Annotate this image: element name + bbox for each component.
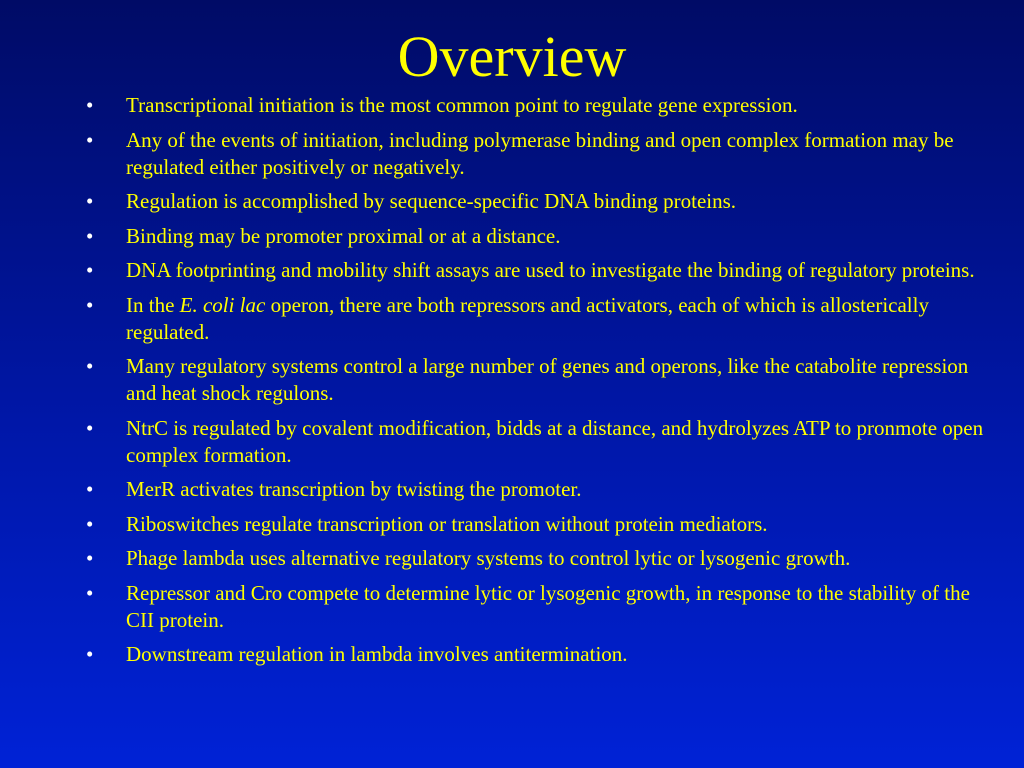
bullet-icon: • [86,127,94,152]
bullet-text-suffix: operon, there are both repressors and activators, each of which is allosterically regulated. [126,292,929,344]
bullet-text: Any of the events of initiation, including polymerase binding and open complex formation may be regulated either positively or negatively. [126,127,954,179]
bullet-item [86,92,996,119]
bullet-text: Repressor and Cro compete to determine lytic or lysogenic growth, in response to the stability of the CII protein. [126,580,970,632]
slide-title: Overview [397,24,627,89]
bullet-text: Phage lambda uses alternative regulatory systems to control lytic or lysogenic growth. [126,546,851,570]
bullet-item [86,353,996,407]
bullet-text: MerR activates transcription by twisting the promoter. [126,477,582,501]
bullet-item [86,292,996,346]
bullet-item [86,223,996,250]
bullet-icon: • [86,354,94,378]
bullet-icon: • [86,223,94,248]
bullet-item [86,127,996,181]
bullet-icon: • [86,511,94,536]
bullet-item [86,476,996,503]
bullet-text: Many regulatory systems control a large number of genes and operons, like the catabolite repression and heat shock regulons. [126,354,969,405]
bullet-text: Regulation is accomplished by sequence-specific DNA binding proteins. [126,189,737,213]
bullet-icon: • [86,292,94,317]
bullet-text: DNA footprinting and mobility shift assays are used to investigate the binding of regulatory proteins. [126,258,975,282]
bullet-icon: • [86,258,94,282]
bullet-text [126,293,929,344]
bullet-item [86,188,996,215]
bullet-text: Transcriptional initiation is the most common point to regulate gene expression. [126,93,798,117]
bullet-icon: • [86,546,94,570]
bullet-icon: • [86,642,94,666]
bullet-item [86,415,996,469]
bullet-icon: • [86,477,94,501]
organism-operon-name: E. coli lac [179,292,266,317]
bullet-item [86,641,996,668]
bullet-text: Downstream regulation in lambda involves antitermination. [126,642,628,666]
bullet-item [86,511,996,538]
bullet-text: Riboswitches regulate transcription or translation without protein mediators. [126,511,768,536]
bullet-icon: • [86,189,94,213]
bullet-text-prefix: In the [126,292,180,317]
bullet-item [86,580,996,634]
bullet-text: Binding may be promoter proximal or at a distance. [126,223,561,248]
bullet-item [86,257,996,284]
bullet-icon: • [86,580,94,605]
bullet-text: NtrC is regulated by covalent modification, bidds at a distance, and hydrolyzes ATP to pronmote open complex formation. [126,415,984,467]
bullet-icon: • [86,93,94,117]
bullet-list [86,92,996,676]
bullet-icon: • [86,415,94,440]
bullet-item [86,545,996,572]
